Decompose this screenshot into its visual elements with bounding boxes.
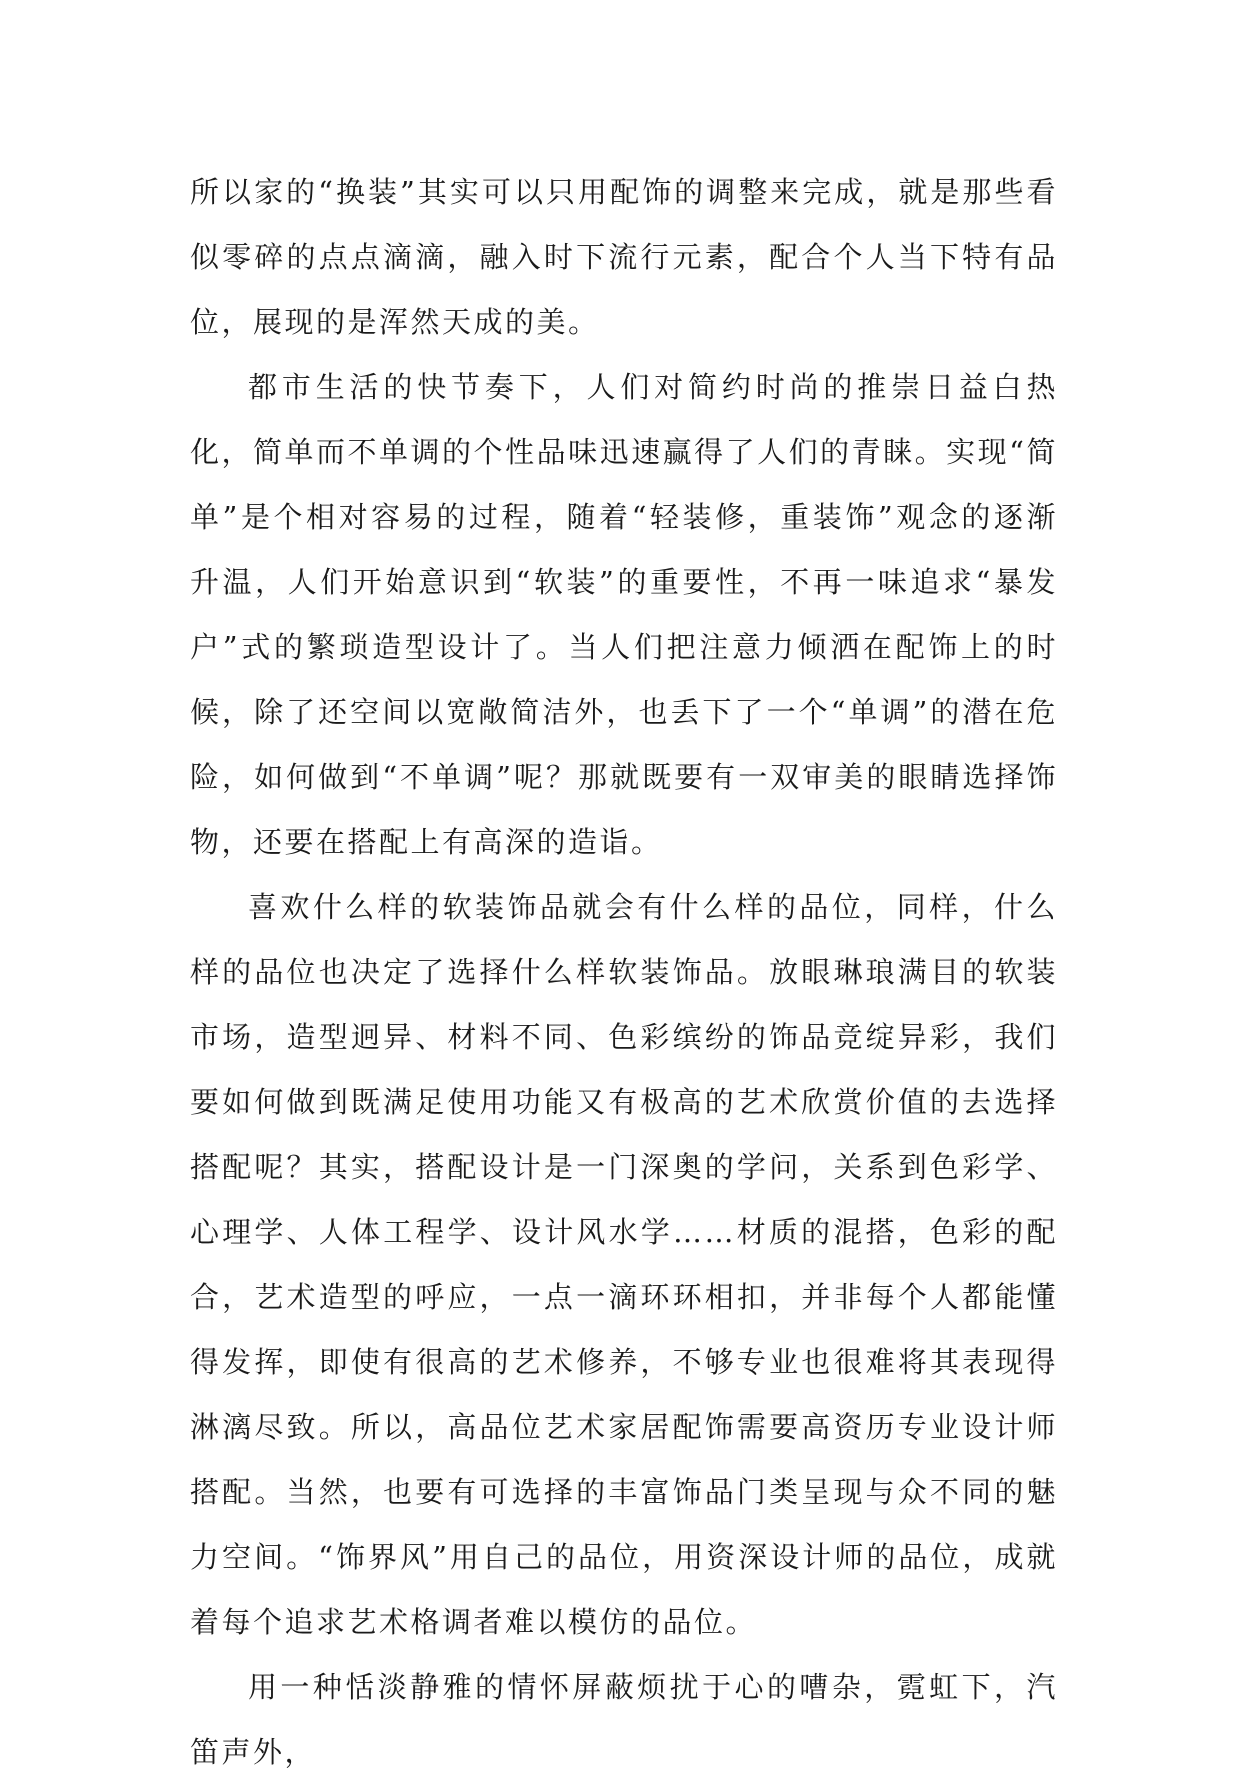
paragraph-1: 所以家的“换装”其实可以只用配饰的调整来完成，就是那些看似零碎的点点滴滴，融入时下流行元素，配合个人当下特有品位，展现的是浑然天成的美。 xyxy=(190,175,1058,339)
paragraph-2: 都市生活的快节奏下，人们对简约时尚的推崇日益白热化，简单而不单调的个性品味迅速赢得了人们的青睐。实现“简单”是个相对容易的过程，随着“轻装修，重装饰”观念的逐渐升温，人们开始意识到“软装”的重要性，不再一味追求“暴发户”式的繁琐造型设计了。当人们把注意力倾洒在配饰上的时候，除了还空间以宽敞简洁外，也丢下了一个“单调”的潜在危险，如何做到“不单调”呢？那就既要有一双审美的眼睛选择饰物，还要在搭配上有高深的造诣。 xyxy=(190,370,1058,859)
document-page xyxy=(190,160,1058,1785)
paragraph-3: 喜欢什么样的软装饰品就会有什么样的品位，同样，什么样的品位也决定了选择什么样软装饰品。放眼琳琅满目的软装市场，造型迥异、材料不同、色彩缤纷的饰品竞绽异彩，我们要如何做到既满足使用功能又有极高的艺术欣赏价值的去选择搭配呢？其实，搭配设计是一门深奥的学问，关系到色彩学、心理学、人体工程学、设计风水学……材质的混搭，色彩的配合，艺术造型的呼应，一点一滴环环相扣，并非每个人都能懂得发挥，即使有很高的艺术修养，不够专业也很难将其表现得淋漓尽致。所以，高品位艺术家居配饰需要高资历专业设计师搭配。当然，也要有可选择的丰富饰品门类呈现与众不同的魅力空间。“饰界风”用自己的品位，用资深设计师的品位，成就着每个追求艺术格调者难以模仿的品位。 xyxy=(190,890,1058,1639)
paragraph-4: 用一种恬淡静雅的情怀屏蔽烦扰于心的嘈杂，霓虹下，汽笛声外， xyxy=(190,1670,1058,1769)
